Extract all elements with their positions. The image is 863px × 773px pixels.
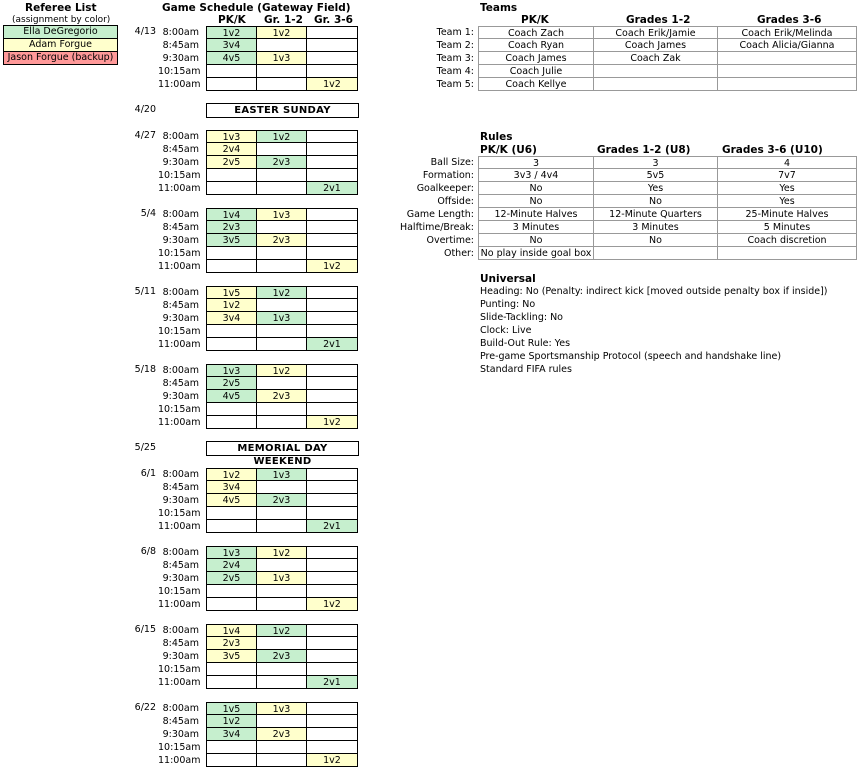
time-label: 8:00am — [162, 287, 199, 298]
match-cell: 1v3 — [257, 468, 307, 481]
match-cell — [257, 585, 307, 598]
time-label: 10:15am — [158, 248, 201, 259]
rule-label: Offside: — [437, 196, 474, 207]
rule-cell: No — [478, 195, 594, 208]
match-cell: 4v5 — [206, 494, 257, 507]
match-cell: 2v4 — [206, 143, 257, 156]
time-label: 11:00am — [158, 521, 201, 532]
rule-label: Game Length: — [406, 209, 474, 220]
match-cell — [257, 637, 307, 650]
rule-cell: 3 — [594, 156, 718, 169]
time-label: 10:15am — [158, 170, 201, 181]
universal-rule: Slide-Tackling: No — [480, 312, 563, 323]
match-cell: 1v3 — [206, 130, 257, 143]
rule-label: Goalkeeper: — [416, 183, 474, 194]
universal-rule: Build-Out Rule: Yes — [480, 338, 571, 349]
week-date: 5/11 — [134, 286, 156, 297]
match-cell: 2v3 — [257, 390, 307, 403]
match-cell: 1v2 — [257, 286, 307, 299]
match-cell — [206, 338, 257, 351]
match-cell — [206, 416, 257, 429]
match-cell — [257, 403, 307, 416]
rule-label: Ball Size: — [430, 157, 474, 168]
time-label: 8:00am — [162, 625, 199, 636]
time-label: 8:45am — [162, 144, 199, 155]
time-label: 10:15am — [158, 586, 201, 597]
rule-cell: Yes — [594, 182, 718, 195]
match-cell: 1v2 — [257, 364, 307, 377]
rule-cell: 3v3 / 4v4 — [478, 169, 594, 182]
rule-cell: 25-Minute Halves — [718, 208, 857, 221]
team-cell: Coach Zach — [478, 26, 594, 39]
match-cell — [307, 585, 358, 598]
team-cell: Coach James — [594, 39, 718, 52]
match-cell: 2v5 — [206, 156, 257, 169]
match-cell — [307, 741, 358, 754]
team-cell — [718, 52, 857, 65]
match-cell — [307, 26, 358, 39]
match-cell: 3v4 — [206, 39, 257, 52]
schedule-col-pkk: PK/K — [218, 14, 246, 26]
time-label: 9:30am — [162, 391, 199, 402]
rule-cell: Coach discretion — [718, 234, 857, 247]
match-cell — [307, 390, 358, 403]
time-label: 9:30am — [162, 157, 199, 168]
time-label: 8:45am — [162, 40, 199, 51]
time-label: 8:00am — [162, 27, 199, 38]
match-cell — [307, 377, 358, 390]
match-cell: 1v2 — [257, 26, 307, 39]
time-label: 8:45am — [162, 482, 199, 493]
match-cell: 2v1 — [307, 520, 358, 533]
match-cell — [307, 39, 358, 52]
match-cell: 1v3 — [257, 208, 307, 221]
time-label: 9:30am — [162, 651, 199, 662]
rule-label: Other: — [443, 248, 474, 259]
match-cell — [307, 247, 358, 260]
match-cell — [257, 39, 307, 52]
match-cell — [257, 481, 307, 494]
match-cell — [307, 169, 358, 182]
team-cell: Coach Kellye — [478, 78, 594, 91]
week-banner: EASTER SUNDAY — [206, 103, 359, 118]
match-cell: 1v3 — [257, 572, 307, 585]
match-cell — [206, 663, 257, 676]
match-cell — [307, 702, 358, 715]
rule-cell: 4 — [718, 156, 857, 169]
team-cell: Coach Erik/Melinda — [718, 26, 857, 39]
match-cell — [307, 286, 358, 299]
match-cell: 2v1 — [307, 676, 358, 689]
match-cell — [307, 52, 358, 65]
time-label: 11:00am — [158, 677, 201, 688]
match-cell: 1v4 — [206, 624, 257, 637]
match-cell — [307, 546, 358, 559]
rule-cell: 3 Minutes — [478, 221, 594, 234]
match-cell — [206, 754, 257, 767]
match-cell: 1v3 — [257, 702, 307, 715]
match-cell — [206, 260, 257, 273]
match-cell — [257, 221, 307, 234]
match-cell — [257, 559, 307, 572]
match-cell: 1v5 — [206, 286, 257, 299]
match-cell: 1v2 — [206, 468, 257, 481]
match-cell — [257, 520, 307, 533]
time-label: 10:15am — [158, 326, 201, 337]
match-cell — [307, 208, 358, 221]
match-cell — [206, 169, 257, 182]
match-cell: 1v3 — [206, 364, 257, 377]
match-cell: 1v2 — [307, 598, 358, 611]
match-cell: 1v3 — [206, 546, 257, 559]
time-label: 9:30am — [162, 729, 199, 740]
time-label: 10:15am — [158, 664, 201, 675]
match-cell — [307, 312, 358, 325]
match-cell — [257, 676, 307, 689]
match-cell — [307, 65, 358, 78]
team-cell: Coach James — [478, 52, 594, 65]
rule-cell: No — [478, 182, 594, 195]
team-label: Team 4: — [436, 66, 474, 77]
match-cell: 1v2 — [307, 78, 358, 91]
team-label: Team 2: — [436, 40, 474, 51]
match-cell — [257, 598, 307, 611]
rule-cell: 12-Minute Quarters — [594, 208, 718, 221]
team-label: Team 1: — [436, 27, 474, 38]
match-cell — [257, 78, 307, 91]
time-label: 10:15am — [158, 508, 201, 519]
match-cell — [257, 377, 307, 390]
schedule-col-gr36: Gr. 3-6 — [314, 14, 353, 26]
time-label: 8:00am — [162, 209, 199, 220]
time-label: 11:00am — [158, 755, 201, 766]
match-cell — [206, 182, 257, 195]
rule-cell: No — [478, 234, 594, 247]
match-cell — [257, 338, 307, 351]
match-cell: 1v2 — [307, 260, 358, 273]
match-cell — [307, 130, 358, 143]
match-cell: 3v5 — [206, 234, 257, 247]
match-cell — [307, 637, 358, 650]
teams-col-gr12: Grades 1-2 — [626, 14, 691, 26]
time-label: 9:30am — [162, 53, 199, 64]
match-cell — [307, 299, 358, 312]
week-date: 6/8 — [140, 546, 156, 557]
universal-rule: Heading: No (Penalty: indirect kick [moved outside penalty box if inside]) — [480, 286, 828, 297]
team-cell — [718, 78, 857, 91]
time-label: 11:00am — [158, 339, 201, 350]
week-banner: MEMORIAL DAY WEEKEND — [206, 441, 359, 456]
team-cell — [594, 78, 718, 91]
rule-cell: No — [594, 195, 718, 208]
match-cell: 2v1 — [307, 338, 358, 351]
team-cell: Coach Ryan — [478, 39, 594, 52]
time-label: 8:00am — [162, 131, 199, 142]
rule-cell: Yes — [718, 195, 857, 208]
time-label: 8:00am — [162, 703, 199, 714]
time-label: 9:30am — [162, 573, 199, 584]
universal-rule: Clock: Live — [480, 325, 532, 336]
referee-title: Referee List — [25, 2, 97, 14]
time-label: 11:00am — [158, 183, 201, 194]
match-cell — [307, 481, 358, 494]
teams-col-gr36: Grades 3-6 — [757, 14, 822, 26]
time-label: 11:00am — [158, 599, 201, 610]
match-cell — [257, 507, 307, 520]
match-cell — [206, 65, 257, 78]
rule-cell: 5 Minutes — [718, 221, 857, 234]
time-label: 8:45am — [162, 222, 199, 233]
rule-cell — [718, 247, 857, 260]
time-label: 8:45am — [162, 560, 199, 571]
match-cell — [257, 299, 307, 312]
time-label: 9:30am — [162, 313, 199, 324]
week-date: 5/4 — [140, 208, 156, 219]
match-cell — [307, 221, 358, 234]
match-cell: 2v3 — [257, 650, 307, 663]
team-label: Team 5: — [436, 79, 474, 90]
match-cell — [206, 598, 257, 611]
match-cell — [206, 403, 257, 416]
match-cell: 4v5 — [206, 52, 257, 65]
match-cell: 1v2 — [257, 546, 307, 559]
match-cell — [206, 78, 257, 91]
team-cell: Coach Alicia/Gianna — [718, 39, 857, 52]
team-cell — [594, 65, 718, 78]
rule-cell: 12-Minute Halves — [478, 208, 594, 221]
match-cell: 1v2 — [257, 624, 307, 637]
rule-cell: No play inside goal box — [478, 247, 594, 260]
match-cell: 2v3 — [257, 494, 307, 507]
match-cell — [206, 585, 257, 598]
match-cell: 2v3 — [257, 234, 307, 247]
universal-rule: Punting: No — [480, 299, 536, 310]
rule-cell: 3 — [478, 156, 594, 169]
week-date: 5/18 — [134, 364, 156, 375]
time-label: 10:15am — [158, 742, 201, 753]
match-cell — [307, 403, 358, 416]
rule-label: Formation: — [422, 170, 474, 181]
match-cell — [307, 715, 358, 728]
time-label: 11:00am — [158, 417, 201, 428]
time-label: 8:45am — [162, 378, 199, 389]
match-cell — [206, 741, 257, 754]
schedule-title: Game Schedule (Gateway Field) — [162, 2, 351, 14]
match-cell — [307, 663, 358, 676]
rules-col-u6: PK/K (U6) — [480, 144, 537, 156]
universal-rule: Standard FIFA rules — [480, 364, 572, 375]
time-label: 8:45am — [162, 638, 199, 649]
team-cell: Coach Julie — [478, 65, 594, 78]
universal-rule: Pre-game Sportsmanship Protocol (speech and handshake line) — [480, 351, 782, 362]
match-cell: 3v4 — [206, 728, 257, 741]
match-cell — [307, 494, 358, 507]
match-cell — [257, 663, 307, 676]
time-label: 9:30am — [162, 495, 199, 506]
rule-label: Overtime: — [426, 235, 474, 246]
match-cell — [257, 182, 307, 195]
match-cell: 2v3 — [206, 221, 257, 234]
rule-label: Halftime/Break: — [399, 222, 474, 233]
rule-cell — [594, 247, 718, 260]
match-cell — [257, 247, 307, 260]
match-cell: 1v2 — [206, 715, 257, 728]
match-cell — [307, 364, 358, 377]
time-label: 8:45am — [162, 716, 199, 727]
time-label: 8:00am — [162, 365, 199, 376]
match-cell: 2v3 — [206, 637, 257, 650]
week-date: 6/1 — [140, 468, 156, 479]
match-cell — [307, 650, 358, 663]
time-label: 9:30am — [162, 235, 199, 246]
week-date: 6/15 — [134, 624, 156, 635]
teams-col-pkk: PK/K — [521, 14, 549, 26]
teams-title: Teams — [480, 2, 518, 14]
match-cell: 1v2 — [206, 299, 257, 312]
team-cell — [718, 65, 857, 78]
match-cell: 3v4 — [206, 312, 257, 325]
match-cell — [257, 741, 307, 754]
match-cell: 2v3 — [257, 728, 307, 741]
match-cell — [257, 260, 307, 273]
match-cell — [307, 572, 358, 585]
match-cell — [307, 143, 358, 156]
referee-name-ella: Ella DeGregorio — [3, 25, 118, 39]
match-cell — [257, 416, 307, 429]
match-cell: 2v5 — [206, 572, 257, 585]
rules-title: Rules — [480, 131, 513, 143]
match-cell — [206, 247, 257, 260]
match-cell — [206, 507, 257, 520]
match-cell: 1v5 — [206, 702, 257, 715]
schedule-col-gr12: Gr. 1-2 — [264, 14, 303, 26]
match-cell: 4v5 — [206, 390, 257, 403]
match-cell: 3v5 — [206, 650, 257, 663]
match-cell — [307, 507, 358, 520]
match-cell: 1v3 — [257, 312, 307, 325]
referee-subtitle: (assignment by color) — [12, 15, 111, 25]
match-cell — [257, 754, 307, 767]
match-cell: 2v1 — [307, 182, 358, 195]
match-cell — [307, 325, 358, 338]
time-label: 8:00am — [162, 547, 199, 558]
time-label: 11:00am — [158, 261, 201, 272]
rule-cell: Yes — [718, 182, 857, 195]
referee-name-adam: Adam Forgue — [3, 38, 118, 52]
match-cell — [307, 624, 358, 637]
match-cell — [206, 325, 257, 338]
match-cell: 1v4 — [206, 208, 257, 221]
time-label: 10:15am — [158, 404, 201, 415]
match-cell — [206, 676, 257, 689]
match-cell: 1v2 — [307, 754, 358, 767]
time-label: 8:45am — [162, 300, 199, 311]
match-cell — [307, 728, 358, 741]
week-date: 4/20 — [134, 104, 156, 115]
match-cell — [257, 169, 307, 182]
match-cell — [257, 325, 307, 338]
team-cell: Coach Zak — [594, 52, 718, 65]
time-label: 8:00am — [162, 469, 199, 480]
match-cell: 1v2 — [257, 130, 307, 143]
rule-cell: 5v5 — [594, 169, 718, 182]
match-cell: 2v3 — [257, 156, 307, 169]
match-cell — [257, 65, 307, 78]
week-date: 6/22 — [134, 702, 156, 713]
match-cell — [206, 520, 257, 533]
team-label: Team 3: — [436, 53, 474, 64]
match-cell — [257, 715, 307, 728]
match-cell: 1v3 — [257, 52, 307, 65]
match-cell — [257, 143, 307, 156]
match-cell — [307, 234, 358, 247]
rule-cell: 7v7 — [718, 169, 857, 182]
team-cell: Coach Erik/Jamie — [594, 26, 718, 39]
rule-cell: 3 Minutes — [594, 221, 718, 234]
match-cell: 3v4 — [206, 481, 257, 494]
referee-name-jason: Jason Forgue (backup) — [3, 51, 118, 65]
week-date: 4/27 — [134, 130, 156, 141]
match-cell: 2v5 — [206, 377, 257, 390]
match-cell: 1v2 — [206, 26, 257, 39]
week-date: 5/25 — [134, 442, 156, 453]
time-label: 11:00am — [158, 79, 201, 90]
match-cell — [307, 156, 358, 169]
universal-title: Universal — [480, 273, 536, 285]
rules-col-u8: Grades 1-2 (U8) — [597, 144, 691, 156]
match-cell: 2v4 — [206, 559, 257, 572]
rule-cell: No — [594, 234, 718, 247]
match-cell — [307, 559, 358, 572]
rules-col-u10: Grades 3-6 (U10) — [722, 144, 823, 156]
match-cell — [307, 468, 358, 481]
match-cell: 1v2 — [307, 416, 358, 429]
week-date: 4/13 — [134, 26, 156, 37]
time-label: 10:15am — [158, 66, 201, 77]
